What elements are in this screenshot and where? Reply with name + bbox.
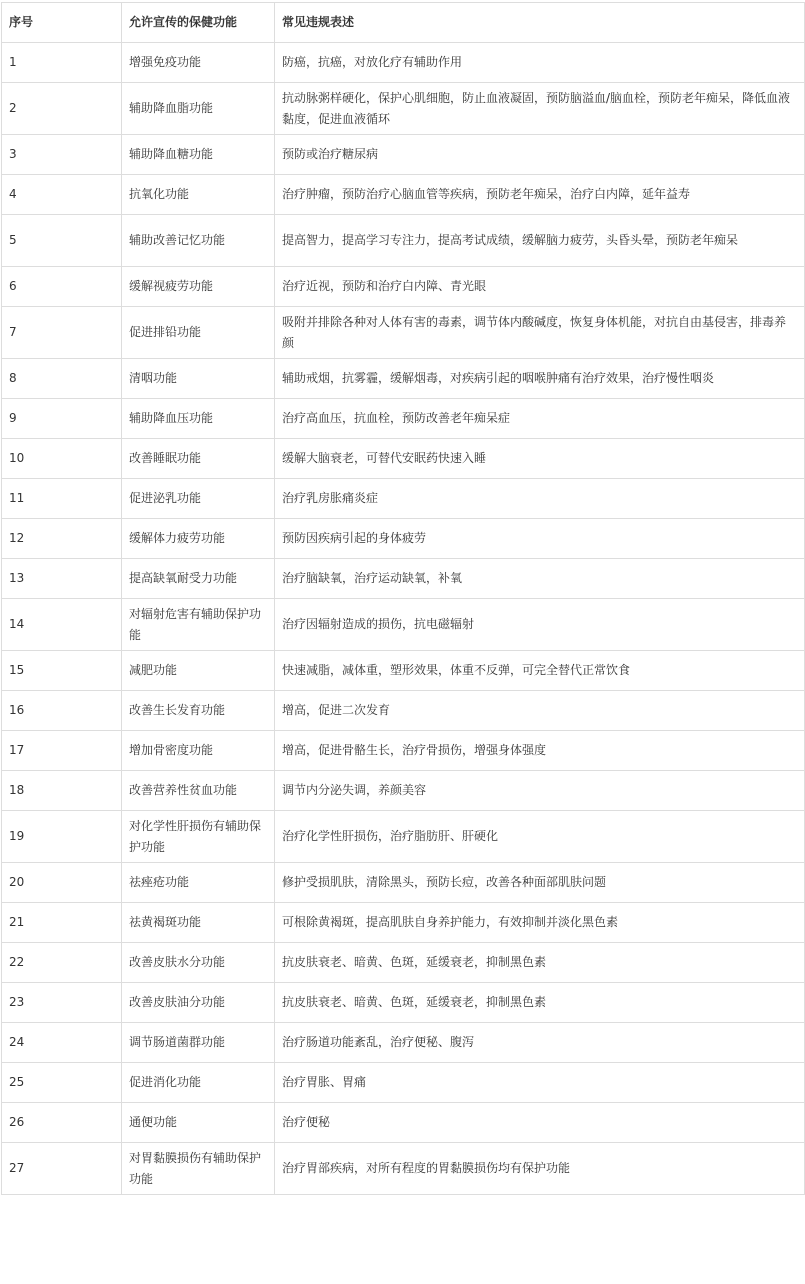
cell-no: 8	[2, 359, 122, 399]
table-row	[2, 399, 805, 439]
cell-no: 22	[2, 943, 122, 983]
cell-function: 抗氧化功能	[122, 175, 275, 215]
cell-violation: 治疗胃胀、胃痛	[275, 1063, 805, 1103]
cell-function: 提高缺氧耐受力功能	[122, 559, 275, 599]
table-row	[2, 1063, 805, 1103]
cell-violation: 治疗脑缺氧，治疗运动缺氧，补氧	[275, 559, 805, 599]
table-row	[2, 651, 805, 691]
header-no: 序号	[2, 3, 122, 43]
cell-no: 4	[2, 175, 122, 215]
cell-violation: 可根除黄褐斑，提高肌肤自身养护能力，有效抑制并淡化黑色素	[275, 903, 805, 943]
cell-violation: 抗皮肤衰老、暗黄、色斑，延缓衰老，抑制黑色素	[275, 943, 805, 983]
table-row	[2, 83, 805, 135]
table-row	[2, 307, 805, 359]
cell-function: 对化学性肝损伤有辅助保护功能	[122, 811, 275, 863]
cell-violation: 增高，促进骨骼生长，治疗骨损伤，增强身体强度	[275, 731, 805, 771]
table-row	[2, 771, 805, 811]
header-function: 允许宣传的保健功能	[122, 3, 275, 43]
table-row	[2, 559, 805, 599]
table-row	[2, 479, 805, 519]
cell-violation: 抗动脉粥样硬化，保护心肌细胞，防止血液凝固，预防脑溢血/脑血栓，预防老年痴呆，降低血液黏度，促进血液循环	[275, 83, 805, 135]
cell-violation: 抗皮肤衰老、暗黄、色斑，延缓衰老，抑制黑色素	[275, 983, 805, 1023]
cell-no: 2	[2, 83, 122, 135]
cell-function: 改善皮肤油分功能	[122, 983, 275, 1023]
cell-violation: 治疗近视，预防和治疗白内障、青光眼	[275, 267, 805, 307]
cell-function: 增加骨密度功能	[122, 731, 275, 771]
table-row	[2, 43, 805, 83]
cell-violation: 调节内分泌失调，养颜美容	[275, 771, 805, 811]
table-row	[2, 175, 805, 215]
cell-no: 1	[2, 43, 122, 83]
table-body	[2, 43, 805, 1195]
cell-no: 19	[2, 811, 122, 863]
cell-violation: 治疗肠道功能紊乱，治疗便秘、腹泻	[275, 1023, 805, 1063]
cell-no: 17	[2, 731, 122, 771]
cell-violation: 预防或治疗糖尿病	[275, 135, 805, 175]
cell-no: 11	[2, 479, 122, 519]
cell-no: 24	[2, 1023, 122, 1063]
cell-function: 促进排铅功能	[122, 307, 275, 359]
cell-no: 10	[2, 439, 122, 479]
cell-no: 5	[2, 215, 122, 267]
cell-function: 改善营养性贫血功能	[122, 771, 275, 811]
table-row	[2, 267, 805, 307]
cell-violation: 吸附并排除各种对人体有害的毒素，调节体内酸碱度，恢复身体机能，对抗自由基侵害，排毒养颜	[275, 307, 805, 359]
table-row	[2, 599, 805, 651]
cell-function: 调节肠道菌群功能	[122, 1023, 275, 1063]
cell-function: 促进消化功能	[122, 1063, 275, 1103]
cell-function: 祛痤疮功能	[122, 863, 275, 903]
cell-function: 改善生长发育功能	[122, 691, 275, 731]
cell-no: 26	[2, 1103, 122, 1143]
health-function-table	[1, 2, 805, 1195]
cell-violation: 增高，促进二次发育	[275, 691, 805, 731]
cell-no: 23	[2, 983, 122, 1023]
cell-function: 祛黄褐斑功能	[122, 903, 275, 943]
cell-function: 辅助改善记忆功能	[122, 215, 275, 267]
cell-no: 27	[2, 1143, 122, 1195]
cell-no: 7	[2, 307, 122, 359]
cell-violation: 防癌，抗癌，对放化疗有辅助作用	[275, 43, 805, 83]
cell-no: 15	[2, 651, 122, 691]
cell-violation: 治疗胃部疾病，对所有程度的胃黏膜损伤均有保护功能	[275, 1143, 805, 1195]
table-row	[2, 439, 805, 479]
cell-function: 通便功能	[122, 1103, 275, 1143]
cell-function: 减肥功能	[122, 651, 275, 691]
table-row	[2, 811, 805, 863]
cell-function: 促进泌乳功能	[122, 479, 275, 519]
cell-no: 3	[2, 135, 122, 175]
cell-function: 辅助降血压功能	[122, 399, 275, 439]
table-row	[2, 135, 805, 175]
cell-violation: 修护受损肌肤，清除黑头，预防长痘，改善各种面部肌肤问题	[275, 863, 805, 903]
cell-function: 辅助降血脂功能	[122, 83, 275, 135]
cell-violation: 提高智力，提高学习专注力，提高考试成绩，缓解脑力疲劳，头昏头晕，预防老年痴呆	[275, 215, 805, 267]
table-row	[2, 903, 805, 943]
cell-function: 缓解视疲劳功能	[122, 267, 275, 307]
table-row	[2, 1143, 805, 1195]
cell-violation: 治疗化学性肝损伤，治疗脂肪肝、肝硬化	[275, 811, 805, 863]
cell-no: 12	[2, 519, 122, 559]
cell-no: 18	[2, 771, 122, 811]
cell-no: 14	[2, 599, 122, 651]
cell-function: 对辐射危害有辅助保护功能	[122, 599, 275, 651]
cell-violation: 治疗高血压，抗血栓，预防改善老年痴呆症	[275, 399, 805, 439]
cell-function: 改善皮肤水分功能	[122, 943, 275, 983]
cell-function: 改善睡眠功能	[122, 439, 275, 479]
cell-function: 辅助降血糖功能	[122, 135, 275, 175]
cell-no: 25	[2, 1063, 122, 1103]
cell-function: 增强免疫功能	[122, 43, 275, 83]
table-row	[2, 983, 805, 1023]
cell-no: 16	[2, 691, 122, 731]
cell-function: 清咽功能	[122, 359, 275, 399]
cell-violation: 治疗肿瘤，预防治疗心脑血管等疾病，预防老年痴呆，治疗白内障，延年益寿	[275, 175, 805, 215]
table-row	[2, 519, 805, 559]
cell-violation: 治疗便秘	[275, 1103, 805, 1143]
cell-violation: 辅助戒烟，抗雾霾，缓解烟毒，对疾病引起的咽喉肿痛有治疗效果，治疗慢性咽炎	[275, 359, 805, 399]
cell-no: 13	[2, 559, 122, 599]
table-row	[2, 943, 805, 983]
cell-violation: 治疗因辐射造成的损伤，抗电磁辐射	[275, 599, 805, 651]
cell-violation: 治疗乳房胀痛炎症	[275, 479, 805, 519]
table-row	[2, 359, 805, 399]
table-row	[2, 1023, 805, 1063]
cell-violation: 缓解大脑衰老，可替代安眠药快速入睡	[275, 439, 805, 479]
cell-function: 对胃黏膜损伤有辅助保护功能	[122, 1143, 275, 1195]
cell-no: 21	[2, 903, 122, 943]
table-row	[2, 691, 805, 731]
table-row	[2, 863, 805, 903]
cell-no: 20	[2, 863, 122, 903]
cell-violation: 预防因疾病引起的身体疲劳	[275, 519, 805, 559]
cell-function: 缓解体力疲劳功能	[122, 519, 275, 559]
table-row	[2, 1103, 805, 1143]
cell-violation: 快速减脂，减体重，塑形效果，体重不反弹，可完全替代正常饮食	[275, 651, 805, 691]
header-violation: 常见违规表述	[275, 3, 805, 43]
table-row	[2, 731, 805, 771]
cell-no: 6	[2, 267, 122, 307]
cell-no: 9	[2, 399, 122, 439]
header-row	[2, 3, 805, 43]
table-row	[2, 215, 805, 267]
